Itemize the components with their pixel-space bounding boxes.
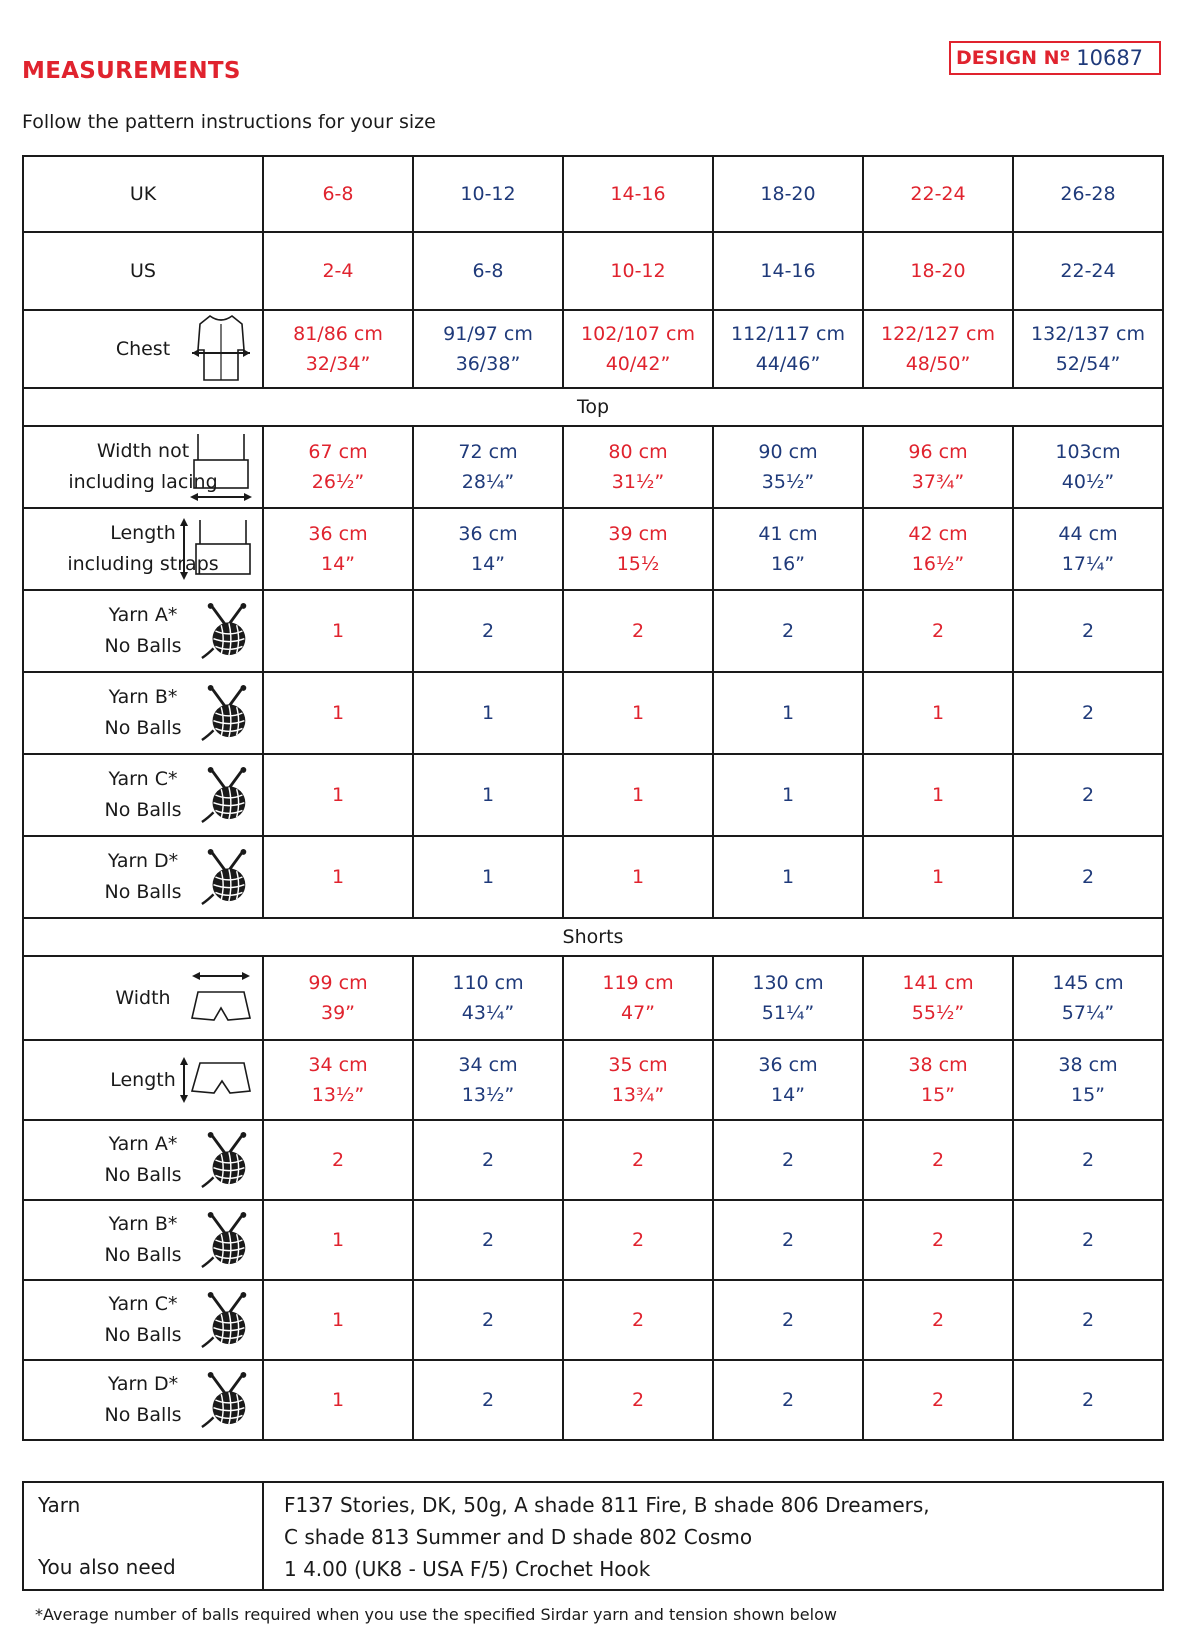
balls-count: 2 xyxy=(713,1360,863,1440)
shorts-yarn-row xyxy=(23,1360,1163,1440)
yarn-label: Yarn B* xyxy=(108,686,178,708)
chest-inch: 48/50” xyxy=(905,353,971,375)
us-row xyxy=(23,232,1163,310)
uk-label: UK xyxy=(23,156,263,232)
top-width-cm: 80 cm xyxy=(608,441,668,463)
shorts-width-label: Width xyxy=(115,986,171,1009)
section-heading-top: Top xyxy=(23,388,1163,426)
shorts-width-inch: 43¼” xyxy=(461,1002,515,1024)
balls-count: 2 xyxy=(263,1120,413,1200)
balls-count: 2 xyxy=(713,1200,863,1280)
top-width-inch: 40½” xyxy=(1061,471,1115,493)
balls-count: 2 xyxy=(863,1360,1013,1440)
balls-count: 1 xyxy=(263,1360,413,1440)
yarn-ball-icon xyxy=(200,848,254,906)
balls-count: 2 xyxy=(713,1280,863,1360)
balls-count: 1 xyxy=(713,836,863,918)
top-length-inch: 16½” xyxy=(911,553,965,575)
no-balls-label: No Balls xyxy=(104,799,182,821)
yarn-label: Yarn A* xyxy=(108,604,178,626)
shorts-length-cm: 34 cm xyxy=(308,1054,368,1076)
top-width-cm: 96 cm xyxy=(908,441,968,463)
balls-count: 1 xyxy=(263,1200,413,1280)
chest-inch: 44/46” xyxy=(755,353,821,375)
uk-size: 10-12 xyxy=(413,156,563,232)
top-width-icon xyxy=(188,430,254,504)
yarn-ball-icon xyxy=(200,1291,254,1349)
chest-label: Chest xyxy=(115,337,171,360)
us-size: 14-16 xyxy=(713,232,863,310)
balls-count: 1 xyxy=(713,672,863,754)
design-number: 10687 xyxy=(1076,46,1144,70)
measurements-table xyxy=(22,155,1164,1441)
top-length-cm: 42 cm xyxy=(908,523,968,545)
top-width-cm: 67 cm xyxy=(308,441,368,463)
shorts-length-inch: 14” xyxy=(770,1084,806,1106)
balls-count: 1 xyxy=(263,590,413,672)
section-heading-shorts: Shorts xyxy=(23,918,1163,956)
yarn-details-line: C shade 813 Summer and D shade 802 Cosmo xyxy=(284,1525,753,1549)
shorts-length-cm: 38 cm xyxy=(1058,1054,1118,1076)
yarn-label: Yarn C* xyxy=(108,768,178,790)
balls-count: 1 xyxy=(863,672,1013,754)
yarn-ball-icon xyxy=(200,1211,254,1269)
yarn-ball-icon xyxy=(200,766,254,824)
shorts-section-row xyxy=(23,918,1163,956)
balls-count: 1 xyxy=(263,1280,413,1360)
top-width-cm: 72 cm xyxy=(458,441,518,463)
chest-cm: 91/97 cm xyxy=(443,323,533,345)
yarn-label: Yarn D* xyxy=(107,850,179,872)
shorts-length-inch: 13½” xyxy=(311,1084,365,1106)
top-width-row xyxy=(23,426,1163,508)
top-length-icon xyxy=(178,516,254,582)
chest-cm: 81/86 cm xyxy=(293,323,383,345)
balls-count: 2 xyxy=(713,1120,863,1200)
balls-count: 2 xyxy=(863,1200,1013,1280)
design-label: DESIGN Nº xyxy=(956,47,1071,69)
top-yarn-row xyxy=(23,754,1163,836)
top-width-inch: 37¾” xyxy=(911,471,965,493)
top-yarn-row xyxy=(23,836,1163,918)
top-length-cm: 36 cm xyxy=(458,523,518,545)
no-balls-label: No Balls xyxy=(104,881,182,903)
uk-size: 6-8 xyxy=(263,156,413,232)
shorts-length-inch: 13½” xyxy=(461,1084,515,1106)
shorts-width-icon xyxy=(188,968,254,1028)
top-length-row xyxy=(23,508,1163,590)
balls-count: 2 xyxy=(563,590,713,672)
shorts-length-cm: 35 cm xyxy=(608,1054,668,1076)
uk-size: 18-20 xyxy=(713,156,863,232)
balls-count: 1 xyxy=(563,754,713,836)
top-length-inch: 14” xyxy=(470,553,506,575)
top-width-inch: 26½” xyxy=(311,471,365,493)
balls-count: 2 xyxy=(1013,754,1163,836)
also-need-details: 1 4.00 (UK8 - USA F/5) Crochet Hook xyxy=(284,1557,651,1581)
chest-inch: 32/34” xyxy=(305,353,371,375)
balls-count: 1 xyxy=(863,754,1013,836)
shorts-length-inch: 15” xyxy=(1070,1084,1106,1106)
top-length-cm: 36 cm xyxy=(308,523,368,545)
shorts-length-cm: 38 cm xyxy=(908,1054,968,1076)
yarn-ball-icon xyxy=(200,1371,254,1429)
balls-count: 2 xyxy=(1013,1360,1163,1440)
yarn-label: Yarn D* xyxy=(107,1373,179,1395)
shorts-length-cm: 36 cm xyxy=(758,1054,818,1076)
shorts-width-inch: 47” xyxy=(620,1002,656,1024)
cardigan-chest-icon xyxy=(188,314,254,384)
no-balls-label: No Balls xyxy=(104,717,182,739)
balls-count: 1 xyxy=(413,754,563,836)
subtitle: Follow the pattern instructions for your size xyxy=(22,111,436,133)
top-length-cm: 44 cm xyxy=(1058,523,1118,545)
us-size: 10-12 xyxy=(563,232,713,310)
balls-count: 2 xyxy=(1013,672,1163,754)
balls-count: 1 xyxy=(263,754,413,836)
shorts-width-cm: 141 cm xyxy=(902,972,974,994)
balls-count: 1 xyxy=(713,754,863,836)
yarn-details-line: F137 Stories, DK, 50g, A shade 811 Fire, B shade 806 Dreamers, xyxy=(284,1493,930,1517)
balls-count: 2 xyxy=(563,1280,713,1360)
top-yarn-row xyxy=(23,590,1163,672)
shorts-width-inch: 51¼” xyxy=(761,1002,815,1024)
shorts-width-cm: 130 cm xyxy=(752,972,824,994)
shorts-width-inch: 57¼” xyxy=(1061,1002,1115,1024)
balls-count: 2 xyxy=(713,590,863,672)
balls-count: 2 xyxy=(863,590,1013,672)
yarn-ball-icon xyxy=(200,602,254,660)
footnote: *Average number of balls required when you use the specified Sirdar yarn and tension shown below xyxy=(35,1605,837,1624)
us-size: 22-24 xyxy=(1013,232,1163,310)
top-length-inch: 14” xyxy=(320,553,356,575)
top-width-inch: 28¼” xyxy=(461,471,515,493)
materials-table xyxy=(22,1481,1164,1591)
balls-count: 1 xyxy=(263,836,413,918)
shorts-yarn-row xyxy=(23,1200,1163,1280)
top-length-cm: 41 cm xyxy=(758,523,818,545)
uk-size: 22-24 xyxy=(863,156,1013,232)
balls-count: 2 xyxy=(563,1360,713,1440)
chest-cm: 112/117 cm xyxy=(731,323,845,345)
top-length-inch: 17¼” xyxy=(1061,553,1115,575)
yarn-label: Yarn B* xyxy=(108,1213,178,1235)
top-length-inch: 16” xyxy=(770,553,806,575)
shorts-length-label: Length xyxy=(110,1068,176,1091)
no-balls-label: No Balls xyxy=(104,1404,182,1426)
shorts-width-cm: 145 cm xyxy=(1052,972,1124,994)
us-size: 6-8 xyxy=(413,232,563,310)
balls-count: 1 xyxy=(413,672,563,754)
page-title: MEASUREMENTS xyxy=(22,58,241,84)
design-number-box xyxy=(949,41,1161,75)
top-section-row xyxy=(23,388,1163,426)
top-length-inch: 15½ xyxy=(616,553,660,575)
chest-inch: 36/38” xyxy=(455,353,521,375)
yarn-ball-icon xyxy=(200,684,254,742)
shorts-width-inch: 55½” xyxy=(911,1002,965,1024)
balls-count: 2 xyxy=(863,1280,1013,1360)
top-width-label: Width not xyxy=(96,440,190,462)
us-label: US xyxy=(23,232,263,310)
balls-count: 2 xyxy=(413,1200,563,1280)
balls-count: 1 xyxy=(563,836,713,918)
uk-size: 14-16 xyxy=(563,156,713,232)
balls-count: 1 xyxy=(563,672,713,754)
top-width-inch: 31½” xyxy=(611,471,665,493)
shorts-yarn-row xyxy=(23,1280,1163,1360)
yarn-materials-label: Yarn xyxy=(38,1493,81,1517)
also-need-label: You also need xyxy=(38,1555,176,1579)
top-width-cm: 90 cm xyxy=(758,441,818,463)
shorts-width-inch: 39” xyxy=(320,1002,356,1024)
balls-count: 1 xyxy=(413,836,563,918)
top-length-cm: 39 cm xyxy=(608,523,668,545)
balls-count: 1 xyxy=(863,836,1013,918)
shorts-width-row xyxy=(23,956,1163,1040)
top-length-label-2: including straps xyxy=(67,553,219,575)
shorts-width-cm: 99 cm xyxy=(308,972,368,994)
yarn-ball-icon xyxy=(200,1131,254,1189)
chest-cm: 102/107 cm xyxy=(581,323,695,345)
balls-count: 2 xyxy=(413,1120,563,1200)
no-balls-label: No Balls xyxy=(104,1244,182,1266)
chest-row xyxy=(23,310,1163,388)
balls-count: 2 xyxy=(563,1200,713,1280)
balls-count: 2 xyxy=(413,590,563,672)
top-width-cm: 103cm xyxy=(1055,441,1121,463)
shorts-width-cm: 110 cm xyxy=(452,972,524,994)
top-yarn-row xyxy=(23,672,1163,754)
uk-size: 26-28 xyxy=(1013,156,1163,232)
shorts-length-inch: 15” xyxy=(920,1084,956,1106)
balls-count: 2 xyxy=(1013,1280,1163,1360)
chest-inch: 40/42” xyxy=(605,353,671,375)
chest-cm: 122/127 cm xyxy=(881,323,995,345)
shorts-length-row xyxy=(23,1040,1163,1120)
balls-count: 2 xyxy=(1013,1200,1163,1280)
top-width-inch: 35½” xyxy=(761,471,815,493)
shorts-length-icon xyxy=(178,1055,254,1105)
uk-row xyxy=(23,156,1163,232)
balls-count: 2 xyxy=(413,1280,563,1360)
shorts-length-cm: 34 cm xyxy=(458,1054,518,1076)
balls-count: 2 xyxy=(1013,836,1163,918)
shorts-yarn-row xyxy=(23,1120,1163,1200)
no-balls-label: No Balls xyxy=(104,1164,182,1186)
chest-inch: 52/54” xyxy=(1055,353,1121,375)
top-length-label: Length xyxy=(110,522,176,544)
yarn-label: Yarn C* xyxy=(108,1293,178,1315)
balls-count: 2 xyxy=(1013,1120,1163,1200)
balls-count: 2 xyxy=(563,1120,713,1200)
balls-count: 2 xyxy=(413,1360,563,1440)
no-balls-label: No Balls xyxy=(104,635,182,657)
chest-cm: 132/137 cm xyxy=(1031,323,1145,345)
top-width-label-2: including lacing xyxy=(68,471,218,493)
shorts-width-cm: 119 cm xyxy=(602,972,674,994)
balls-count: 2 xyxy=(863,1120,1013,1200)
shorts-length-inch: 13¾” xyxy=(611,1084,665,1106)
us-size: 18-20 xyxy=(863,232,1013,310)
us-size: 2-4 xyxy=(263,232,413,310)
yarn-label: Yarn A* xyxy=(108,1133,178,1155)
no-balls-label: No Balls xyxy=(104,1324,182,1346)
balls-count: 1 xyxy=(263,672,413,754)
balls-count: 2 xyxy=(1013,590,1163,672)
